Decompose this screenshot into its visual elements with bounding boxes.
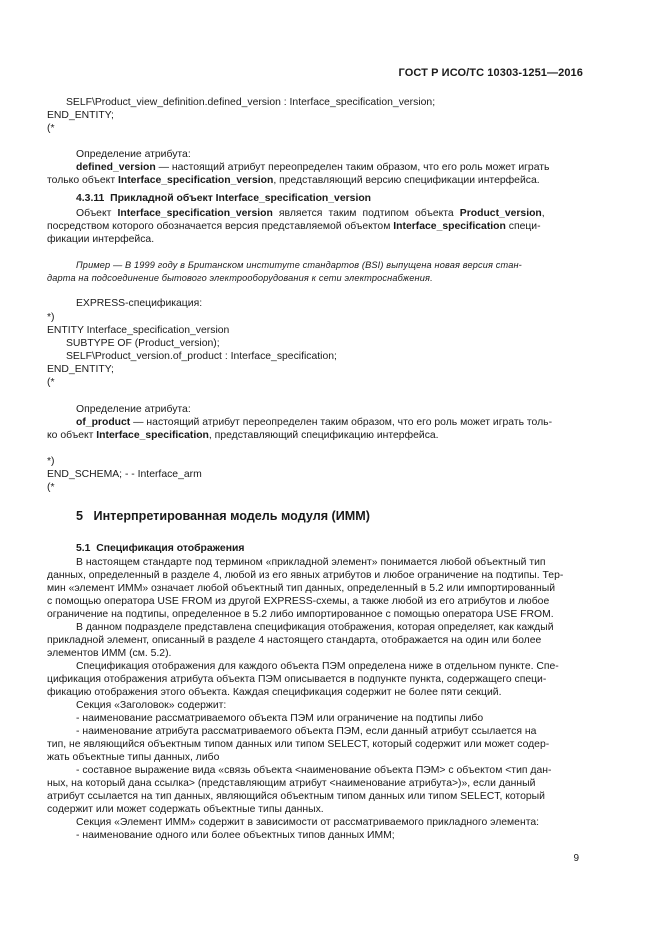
list-item-continued: ных, на который дана ссылка> (представляющим атрибут <наименование атрибута>)», если данный (47, 778, 536, 789)
entity-name: Interface_specification (96, 430, 209, 441)
entity-name: Interface_specification_version (117, 208, 273, 219)
attribute-intro: Определение атрибута: (76, 149, 191, 160)
section-number: 5 (76, 509, 84, 523)
attribute-definition-line (47, 175, 540, 187)
attribute-name: of_product (76, 417, 131, 428)
attribute-definition-line (76, 417, 552, 429)
section-title: Прикладной объект (110, 193, 216, 204)
page-number: 9 (573, 853, 579, 864)
attribute-text: , представляющий версию спецификации интерфейса. (273, 175, 540, 186)
text: специ- (505, 221, 541, 232)
attribute-intro: Определение атрибута: (76, 404, 191, 415)
list-item: - наименование атрибута рассматриваемого объекта ПЭМ, если данный атрибут ссылается на (76, 726, 537, 737)
entity-name: Product_version (459, 208, 542, 219)
code-line: (* (47, 482, 55, 493)
example-line: Пример — В 1999 году в Британском институте стандартов (BSI) выпущена новая версия стан- (76, 260, 522, 270)
list-item: - составное выражение вида «связь объекта <наименование объекта ПЭМ> с объектом <тип дан- (76, 765, 552, 776)
paragraph-line: мин «элемент ИММ» означает любой объектный тип данных, определенный в 5.2 или импортированный (47, 583, 556, 594)
paragraph-line: В данном подразделе представлена спецификация отображения, которая определяет, как каждый (76, 622, 554, 633)
attribute-name: defined_version (76, 162, 156, 173)
code-line: END_ENTITY; (47, 364, 114, 375)
code-line: (* (47, 377, 55, 388)
attribute-text: — настоящий атрибут переопределен таким образом, что его роль может играть толь- (130, 417, 553, 428)
section-heading (76, 193, 371, 205)
entity-name: Interface_specification_version (117, 175, 274, 186)
list-item-continued: жать объектные типы данных, либо (47, 752, 220, 763)
paragraph-line: Секция «Элемент ИММ» содержит в зависимости от рассматриваемого прикладного элемента: (76, 817, 540, 828)
list-item-continued: атрибут ссылается на тип данных, являющийся объектным типом данных или типом SELECT, который (47, 791, 545, 802)
text: , (541, 208, 545, 219)
attribute-text: ко объект (47, 430, 97, 441)
subsection-heading (76, 543, 244, 555)
text: посредством которого обозначается версия представляемой объектом (47, 221, 394, 232)
paragraph-line (47, 221, 541, 233)
section-5-heading (76, 510, 370, 522)
text: является таким подтипом объекта (272, 208, 460, 219)
text: Объект (76, 208, 118, 219)
section-number: 4.3.11 (76, 193, 105, 204)
paragraph-line: Спецификация отображения для каждого объекта ПЭМ определена ниже в отдельном пункте. Спе- (76, 661, 559, 672)
code-line: *) (47, 456, 55, 467)
paragraph-line: ограничение на подтипы, определенное в 5.2 либо импортированное с помощью оператора USE FROM. (47, 609, 554, 620)
list-item-continued: тип, не являющийся объектным типом данных или типом SELECT, который содержит или может содер- (47, 739, 550, 750)
section-title: Интерпретированная модель модуля (ИММ) (93, 509, 370, 523)
code-line: SELF\Product_view_definition.defined_version : Interface_specification_version; (66, 97, 436, 108)
code-line: SELF\Product_version.of_product : Interface_specification; (66, 351, 337, 362)
code-line: *) (47, 312, 55, 323)
paragraph-line: цификация отображения атрибута объекта ПЭМ описывается в подпункте пункта, содержащего специ- (47, 674, 547, 685)
entity-name: Interface_specification (393, 221, 506, 232)
code-line: ENTITY Interface_specification_version (47, 325, 230, 336)
standard-header: ГОСТ Р ИСО/ТС 10303-1251—2016 (398, 67, 583, 79)
paragraph-line: элементов ИММ (см. 5.2). (47, 648, 172, 659)
paragraph-line: В настоящем стандарте под термином «прикладной элемент» понимается любой объектный тип (76, 557, 546, 568)
attribute-text: только объект (47, 175, 118, 186)
code-line: SUBTYPE OF (Product_version); (66, 338, 220, 349)
code-line: END_ENTITY; (47, 110, 114, 121)
paragraph-line: фикации интерфейса. (47, 234, 155, 245)
example-line: дарта на подсоединение бытового электрооборудования к сети электроснабжения. (47, 273, 433, 283)
list-item-continued: содержит или может содержать объектные типы данных. (47, 804, 324, 815)
paragraph-line: данных, определенный в разделе 4, любой из его явных атрибутов и любое ограничение на подтипы. Тер- (47, 570, 564, 581)
subsection-title: Спецификация отображения (96, 543, 245, 554)
paragraph-line: с помощью оператора USE FROM из другой EXPRESS-схемы, а также любой из его атрибутов и любое (47, 596, 550, 607)
attribute-text: , представляющий спецификацию интерфейса. (208, 430, 439, 441)
list-item: - наименование рассматриваемого объекта ПЭМ или ограничение на подтипы либо (76, 713, 484, 724)
paragraph-line (76, 208, 584, 220)
code-line: (* (47, 123, 55, 134)
section-title-entity: Interface_specification_version (215, 193, 372, 204)
subsection-number: 5.1 (76, 543, 91, 554)
express-label: EXPRESS-спецификация: (76, 298, 203, 309)
attribute-text: — настоящий атрибут переопределен таким образом, что его роль может играть (155, 162, 550, 173)
attribute-definition-line (47, 430, 439, 442)
paragraph-line: фикацию отображения этого объекта. Каждая спецификация содержит не более пяти секций. (47, 687, 502, 698)
paragraph-line: прикладной элемент, описанный в разделе 4 настоящего стандарта, отображается на один или более (47, 635, 542, 646)
attribute-definition-line (76, 162, 584, 174)
list-item: - наименование одного или более объектных типов данных ИММ; (76, 830, 395, 841)
paragraph-line: Секция «Заголовок» содержит: (76, 700, 227, 711)
code-line: END_SCHEMA; - - Interface_arm (47, 469, 202, 480)
